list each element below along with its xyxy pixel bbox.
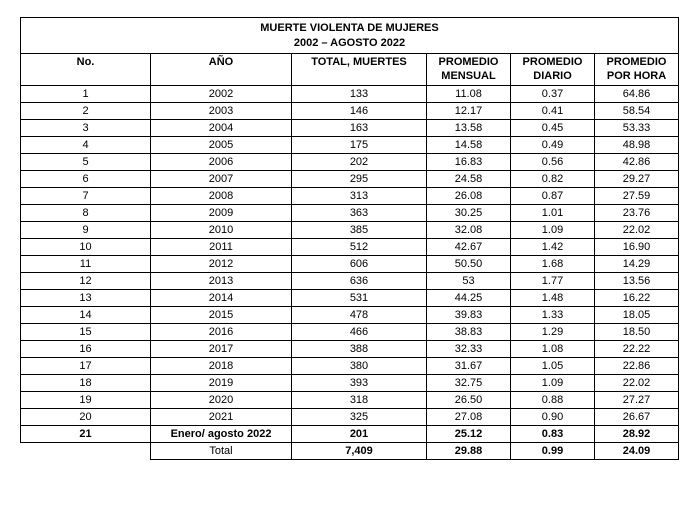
cell-hourly: 22.02 [595,375,679,392]
table-row [21,341,679,358]
cell-total: 313 [292,188,427,205]
cell-monthly: 32.33 [427,341,511,358]
table-row [21,120,679,137]
totals-monthly: 29.88 [427,443,511,460]
cell-daily: 0.88 [511,392,595,409]
cell-year: Enero/ agosto 2022 [151,426,292,443]
header-daily-line-1: PROMEDIO [522,56,583,68]
cell-no: 11 [21,256,151,273]
cell-monthly: 42.67 [427,239,511,256]
totals-total: 7,409 [292,443,427,460]
cell-total: 636 [292,273,427,290]
cell-monthly: 30.25 [427,205,511,222]
cell-hourly: 53.33 [595,120,679,137]
cell-hourly: 18.50 [595,324,679,341]
cell-no: 13 [21,290,151,307]
cell-monthly: 24.58 [427,171,511,188]
cell-hourly: 27.27 [595,392,679,409]
header-hourly-line-1: PROMEDIO [606,56,667,68]
cell-monthly: 14.58 [427,137,511,154]
header-daily [511,54,595,86]
table-row [21,256,679,273]
cell-daily: 1.08 [511,341,595,358]
cell-hourly: 64.86 [595,86,679,103]
cell-year: 2016 [151,324,292,341]
table-row [21,324,679,341]
cell-monthly: 38.83 [427,324,511,341]
cell-hourly: 58.54 [595,103,679,120]
header-monthly [427,54,511,86]
cell-daily: 1.68 [511,256,595,273]
cell-monthly: 25.12 [427,426,511,443]
cell-year: 2006 [151,154,292,171]
cell-no: 21 [21,426,151,443]
femicide-table [20,17,679,460]
cell-no: 15 [21,324,151,341]
cell-total: 295 [292,171,427,188]
totals-label: Total [151,443,292,460]
title-line-2: 2002 – AGOSTO 2022 [293,37,406,49]
cell-total: 380 [292,358,427,375]
cell-monthly: 12.17 [427,103,511,120]
cell-monthly: 16.83 [427,154,511,171]
cell-hourly: 22.22 [595,341,679,358]
cell-daily: 1.29 [511,324,595,341]
cell-hourly: 23.76 [595,205,679,222]
cell-no: 7 [21,188,151,205]
table-row [21,426,679,443]
cell-no: 6 [21,171,151,188]
title-line-1: MUERTE VIOLENTA DE MUJERES [260,22,439,34]
cell-monthly: 32.08 [427,222,511,239]
cell-daily: 0.49 [511,137,595,154]
header-monthly-line-2: MENSUAL [441,70,496,82]
cell-monthly: 11.08 [427,86,511,103]
table-row [21,290,679,307]
cell-total: 531 [292,290,427,307]
totals-empty-cell [21,443,151,460]
cell-year: 2012 [151,256,292,273]
cell-year: 2003 [151,103,292,120]
cell-no: 8 [21,205,151,222]
table-row [21,358,679,375]
cell-no: 3 [21,120,151,137]
header-year: AÑO [151,54,292,86]
cell-daily: 1.01 [511,205,595,222]
cell-monthly: 26.50 [427,392,511,409]
cell-hourly: 13.56 [595,273,679,290]
cell-monthly: 39.83 [427,307,511,324]
totals-hourly: 24.09 [595,443,679,460]
cell-monthly: 31.67 [427,358,511,375]
cell-total: 393 [292,375,427,392]
cell-daily: 0.37 [511,86,595,103]
table-row [21,273,679,290]
cell-total: 478 [292,307,427,324]
cell-total: 175 [292,137,427,154]
cell-monthly: 44.25 [427,290,511,307]
table-title-row [21,18,679,54]
cell-hourly: 14.29 [595,256,679,273]
cell-year: 2021 [151,409,292,426]
cell-daily: 0.45 [511,120,595,137]
cell-daily: 1.33 [511,307,595,324]
table-row [21,205,679,222]
table-row [21,188,679,205]
header-hourly [595,54,679,86]
cell-daily: 0.82 [511,171,595,188]
cell-no: 19 [21,392,151,409]
cell-hourly: 26.67 [595,409,679,426]
cell-no: 2 [21,103,151,120]
cell-total: 325 [292,409,427,426]
table-title [21,18,679,54]
cell-no: 10 [21,239,151,256]
cell-total: 363 [292,205,427,222]
cell-daily: 1.77 [511,273,595,290]
cell-total: 606 [292,256,427,273]
cell-no: 18 [21,375,151,392]
cell-hourly: 18.05 [595,307,679,324]
cell-daily: 0.41 [511,103,595,120]
cell-year: 2007 [151,171,292,188]
cell-year: 2011 [151,239,292,256]
cell-total: 133 [292,86,427,103]
cell-hourly: 27.59 [595,188,679,205]
cell-year: 2004 [151,120,292,137]
table-row [21,239,679,256]
cell-daily: 1.09 [511,375,595,392]
cell-hourly: 22.86 [595,358,679,375]
cell-year: 2010 [151,222,292,239]
cell-year: 2019 [151,375,292,392]
cell-daily: 1.48 [511,290,595,307]
cell-total: 388 [292,341,427,358]
cell-no: 17 [21,358,151,375]
cell-monthly: 32.75 [427,375,511,392]
header-daily-line-2: DIARIO [533,70,572,82]
cell-hourly: 28.92 [595,426,679,443]
table-row [21,86,679,103]
totals-daily: 0.99 [511,443,595,460]
cell-year: 2009 [151,205,292,222]
cell-total: 512 [292,239,427,256]
cell-monthly: 53 [427,273,511,290]
header-monthly-line-1: PROMEDIO [438,56,499,68]
cell-monthly: 13.58 [427,120,511,137]
cell-no: 16 [21,341,151,358]
cell-hourly: 42.86 [595,154,679,171]
table-row [21,103,679,120]
cell-monthly: 27.08 [427,409,511,426]
cell-no: 20 [21,409,151,426]
cell-no: 9 [21,222,151,239]
cell-year: 2005 [151,137,292,154]
cell-year: 2015 [151,307,292,324]
cell-monthly: 26.08 [427,188,511,205]
cell-year: 2020 [151,392,292,409]
cell-total: 466 [292,324,427,341]
cell-year: 2013 [151,273,292,290]
cell-total: 318 [292,392,427,409]
table-row [21,409,679,426]
table-row [21,392,679,409]
totals-row [21,443,679,460]
header-total: TOTAL, MUERTES [292,54,427,86]
cell-daily: 1.42 [511,239,595,256]
table-row [21,307,679,324]
table-row [21,375,679,392]
cell-year: 2014 [151,290,292,307]
header-row [21,54,679,86]
cell-no: 4 [21,137,151,154]
cell-total: 201 [292,426,427,443]
cell-monthly: 50.50 [427,256,511,273]
header-hourly-line-2: POR HORA [606,70,667,82]
cell-daily: 0.87 [511,188,595,205]
cell-year: 2017 [151,341,292,358]
header-no: No. [21,54,151,86]
cell-total: 385 [292,222,427,239]
cell-no: 14 [21,307,151,324]
cell-no: 12 [21,273,151,290]
cell-no: 5 [21,154,151,171]
table-row [21,137,679,154]
cell-hourly: 16.22 [595,290,679,307]
cell-daily: 0.56 [511,154,595,171]
cell-year: 2008 [151,188,292,205]
cell-no: 1 [21,86,151,103]
table-row [21,171,679,188]
cell-total: 163 [292,120,427,137]
cell-total: 202 [292,154,427,171]
cell-daily: 0.90 [511,409,595,426]
cell-hourly: 16.90 [595,239,679,256]
cell-total: 146 [292,103,427,120]
cell-hourly: 48.98 [595,137,679,154]
cell-daily: 1.09 [511,222,595,239]
table-row [21,222,679,239]
cell-year: 2002 [151,86,292,103]
cell-daily: 1.05 [511,358,595,375]
cell-hourly: 29.27 [595,171,679,188]
cell-year: 2018 [151,358,292,375]
cell-hourly: 22.02 [595,222,679,239]
cell-daily: 0.83 [511,426,595,443]
table-row [21,154,679,171]
